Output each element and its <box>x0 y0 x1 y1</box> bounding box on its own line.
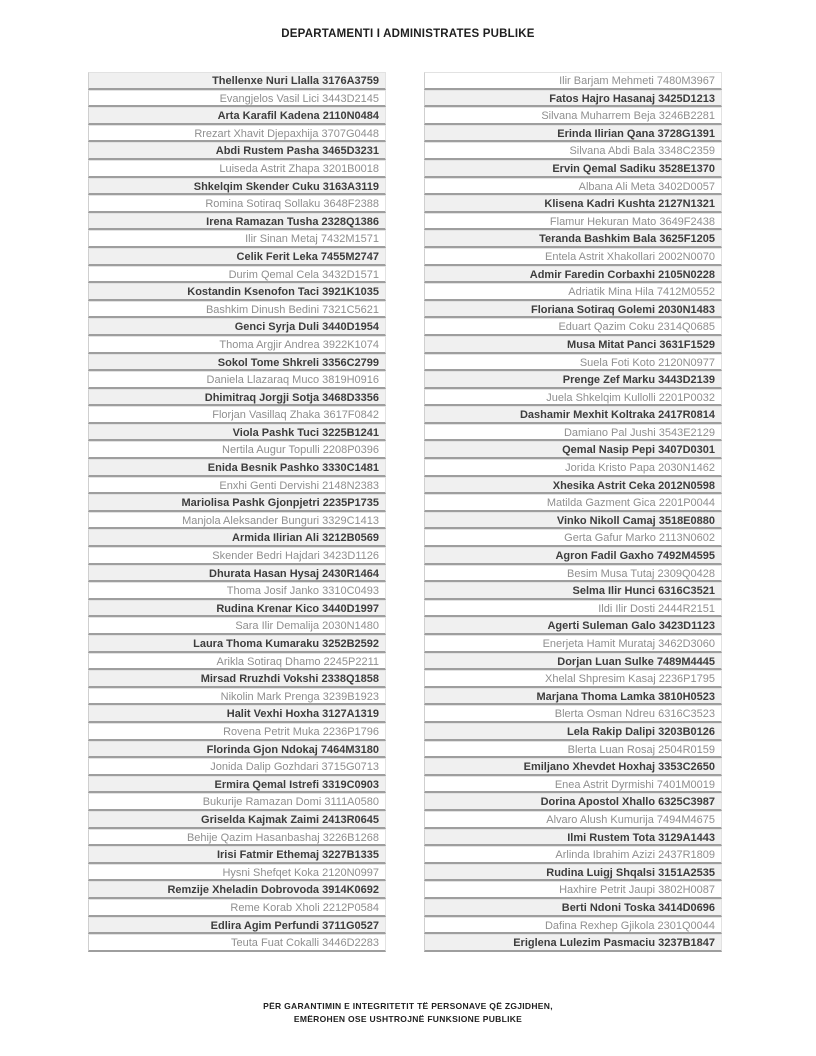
person-row: Marjana Thoma Lamka 3810H0523 <box>424 688 722 706</box>
person-row: Irena Ramazan Tusha 2328Q1386 <box>88 213 386 231</box>
person-row: Griselda Kajmak Zaimi 2413R0645 <box>88 811 386 829</box>
person-row: Alvaro Alush Kumurija 7494M4675 <box>424 811 722 829</box>
person-row: Rudina Krenar Kico 3440D1997 <box>88 600 386 618</box>
person-row: Sokol Tome Shkreli 3356C2799 <box>88 354 386 372</box>
person-row: Nertila Augur Topulli 2208P0396 <box>88 441 386 459</box>
person-row: Suela Foti Koto 2120N0977 <box>424 354 722 372</box>
person-row: Arta Karafil Kadena 2110N0484 <box>88 107 386 125</box>
person-row: Klisena Kadri Kushta 2127N1321 <box>424 195 722 213</box>
person-row: Arlinda Ibrahim Azizi 2437R1809 <box>424 846 722 864</box>
person-row: Gerta Gafur Marko 2113N0602 <box>424 529 722 547</box>
person-row: Rudina Luigj Shqalsi 3151A2535 <box>424 864 722 882</box>
person-row: Rovena Petrit Muka 2236P1796 <box>88 723 386 741</box>
person-row: Silvana Abdi Bala 3348C2359 <box>424 142 722 160</box>
person-row: Celik Ferit Leka 7455M2747 <box>88 248 386 266</box>
person-row: Fatos Hajro Hasanaj 3425D1213 <box>424 90 722 108</box>
person-row: Albana Ali Meta 3402D0057 <box>424 178 722 196</box>
person-row: Selma Ilir Hunci 6316C3521 <box>424 582 722 600</box>
person-row: Eduart Qazim Coku 2314Q0685 <box>424 318 722 336</box>
person-row: Enida Besnik Pashko 3330C1481 <box>88 459 386 477</box>
person-row: Bukurije Ramazan Domi 3111A0580 <box>88 793 386 811</box>
footer-line-1: PËR GARANTIMIN E INTEGRITETIT TË PERSONAVE QË ZGJIDHEN, <box>263 1001 553 1011</box>
person-row: Abdi Rustem Pasha 3465D3231 <box>88 142 386 160</box>
person-row: Durim Qemal Cela 3432D1571 <box>88 266 386 284</box>
person-row: Ilmi Rustem Tota 3129A1443 <box>424 829 722 847</box>
person-row: Dafina Rexhep Gjikola 2301Q0044 <box>424 917 722 935</box>
person-row: Blerta Luan Rosaj 2504R0159 <box>424 741 722 759</box>
person-row: Behije Qazim Hasanbashaj 3226B1268 <box>88 829 386 847</box>
person-row: Juela Shkelqim Kullolli 2201P0032 <box>424 389 722 407</box>
person-row: Viola Pashk Tuci 3225B1241 <box>88 424 386 442</box>
person-row: Agerti Suleman Galo 3423D1123 <box>424 617 722 635</box>
person-row: Enea Astrit Dyrmishi 7401M0019 <box>424 776 722 794</box>
person-row: Reme Korab Xholi 2212P0584 <box>88 899 386 917</box>
person-row: Romina Sotiraq Sollaku 3648F2388 <box>88 195 386 213</box>
person-row: Thoma Josif Janko 3310C0493 <box>88 582 386 600</box>
person-row: Blerta Osman Ndreu 6316C3523 <box>424 705 722 723</box>
person-row: Damiano Pal Jushi 3543E2129 <box>424 424 722 442</box>
person-row: Prenge Zef Marku 3443D2139 <box>424 371 722 389</box>
right-column <box>424 72 722 952</box>
person-row: Laura Thoma Kumaraku 3252B2592 <box>88 635 386 653</box>
person-row: Lela Rakip Dalipi 3203B0126 <box>424 723 722 741</box>
person-row: Edlira Agim Perfundi 3711G0527 <box>88 917 386 935</box>
person-row: Besim Musa Tutaj 2309Q0428 <box>424 565 722 583</box>
person-row: Emiljano Xhevdet Hoxhaj 3353C2650 <box>424 758 722 776</box>
person-row: Jonida Dalip Gozhdari 3715G0713 <box>88 758 386 776</box>
person-row: Dorina Apostol Xhallo 6325C3987 <box>424 793 722 811</box>
person-row: Shkelqim Skender Cuku 3163A3119 <box>88 178 386 196</box>
person-row: Qemal Nasip Pepi 3407D0301 <box>424 441 722 459</box>
person-row: Mariolisa Pashk Gjonpjetri 2235P1735 <box>88 494 386 512</box>
person-row: Agron Fadil Gaxho 7492M4595 <box>424 547 722 565</box>
person-row: Genci Syrja Duli 3440D1954 <box>88 318 386 336</box>
left-column <box>88 72 386 952</box>
person-row: Xhesika Astrit Ceka 2012N0598 <box>424 477 722 495</box>
person-row: Nikolin Mark Prenga 3239B1923 <box>88 688 386 706</box>
person-row: Silvana Muharrem Beja 3246B2281 <box>424 107 722 125</box>
person-row: Arikla Sotiraq Dhamo 2245P2211 <box>88 653 386 671</box>
person-row: Ervin Qemal Sadiku 3528E1370 <box>424 160 722 178</box>
person-row: Florinda Gjon Ndokaj 7464M3180 <box>88 741 386 759</box>
person-row: Hysni Shefqet Koka 2120N0997 <box>88 864 386 882</box>
person-row: Ilir Sinan Metaj 7432M1571 <box>88 230 386 248</box>
footer <box>0 1000 816 1026</box>
person-row: Ilir Barjam Mehmeti 7480M3967 <box>424 72 722 90</box>
person-row: Berti Ndoni Toska 3414D0696 <box>424 899 722 917</box>
footer-line-2: EMËROHEN OSE USHTROJNË FUNKSIONE PUBLIKE <box>293 1014 523 1024</box>
person-row: Thoma Argjir Andrea 3922K1074 <box>88 336 386 354</box>
person-row: Sara Ilir Demalija 2030N1480 <box>88 617 386 635</box>
person-row: Dorjan Luan Sulke 7489M4445 <box>424 653 722 671</box>
person-row: Mirsad Rruzhdi Vokshi 2338Q1858 <box>88 670 386 688</box>
person-row: Vinko Nikoll Camaj 3518E0880 <box>424 512 722 530</box>
person-row: Ildi Ilir Dosti 2444R2151 <box>424 600 722 618</box>
person-row: Jorida Kristo Papa 2030N1462 <box>424 459 722 477</box>
person-row: Bashkim Dinush Bedini 7321C5621 <box>88 301 386 319</box>
person-row: Entela Astrit Xhakollari 2002N0070 <box>424 248 722 266</box>
person-row: Dashamir Mexhit Koltraka 2417R0814 <box>424 406 722 424</box>
person-row: Evangjelos Vasil Lici 3443D2145 <box>88 90 386 108</box>
person-row: Haxhire Petrit Jaupi 3802H0087 <box>424 881 722 899</box>
person-row: Daniela Llazaraq Muco 3819H0916 <box>88 371 386 389</box>
person-row: Ermira Qemal Istrefi 3319C0903 <box>88 776 386 794</box>
person-row: Kostandin Ksenofon Taci 3921K1035 <box>88 283 386 301</box>
person-row: Thellenxe Nuri Llalla 3176A3759 <box>88 72 386 90</box>
person-row: Admir Faredin Corbaxhi 2105N0228 <box>424 266 722 284</box>
person-row: Xhelal Shpresim Kasaj 2236P1795 <box>424 670 722 688</box>
person-row: Halit Vexhi Hoxha 3127A1319 <box>88 705 386 723</box>
person-row: Matilda Gazment Gica 2201P0044 <box>424 494 722 512</box>
person-row: Teranda Bashkim Bala 3625F1205 <box>424 230 722 248</box>
person-row: Eriglena Lulezim Pasmaciu 3237B1847 <box>424 934 722 952</box>
person-row: Adriatik Mina Hila 7412M0552 <box>424 283 722 301</box>
person-row: Teuta Fuat Cokalli 3446D2283 <box>88 934 386 952</box>
person-row: Rrezart Xhavit Djepaxhija 3707G0448 <box>88 125 386 143</box>
person-row: Floriana Sotiraq Golemi 2030N1483 <box>424 301 722 319</box>
person-row: Dhurata Hasan Hysaj 2430R1464 <box>88 565 386 583</box>
person-row: Musa Mitat Panci 3631F1529 <box>424 336 722 354</box>
person-row: Remzije Xheladin Dobrovoda 3914K0692 <box>88 881 386 899</box>
person-row: Irisi Fatmir Ethemaj 3227B1335 <box>88 846 386 864</box>
page-title: DEPARTAMENTI I ADMINISTRATES PUBLIKE <box>281 28 535 40</box>
person-row: Enxhi Genti Dervishi 2148N2383 <box>88 477 386 495</box>
person-row: Luiseda Astrit Zhapa 3201B0018 <box>88 160 386 178</box>
person-row: Flamur Hekuran Mato 3649F2438 <box>424 213 722 231</box>
person-row: Armida Ilirian Ali 3212B0569 <box>88 529 386 547</box>
person-row: Dhimitraq Jorgji Sotja 3468D3356 <box>88 389 386 407</box>
person-row: Manjola Aleksander Bunguri 3329C1413 <box>88 512 386 530</box>
person-row: Enerjeta Hamit Murataj 3462D3060 <box>424 635 722 653</box>
person-row: Florjan Vasillaq Zhaka 3617F0842 <box>88 406 386 424</box>
person-row: Skender Bedri Hajdari 3423D1126 <box>88 547 386 565</box>
person-row: Erinda Ilirian Qana 3728G1391 <box>424 125 722 143</box>
